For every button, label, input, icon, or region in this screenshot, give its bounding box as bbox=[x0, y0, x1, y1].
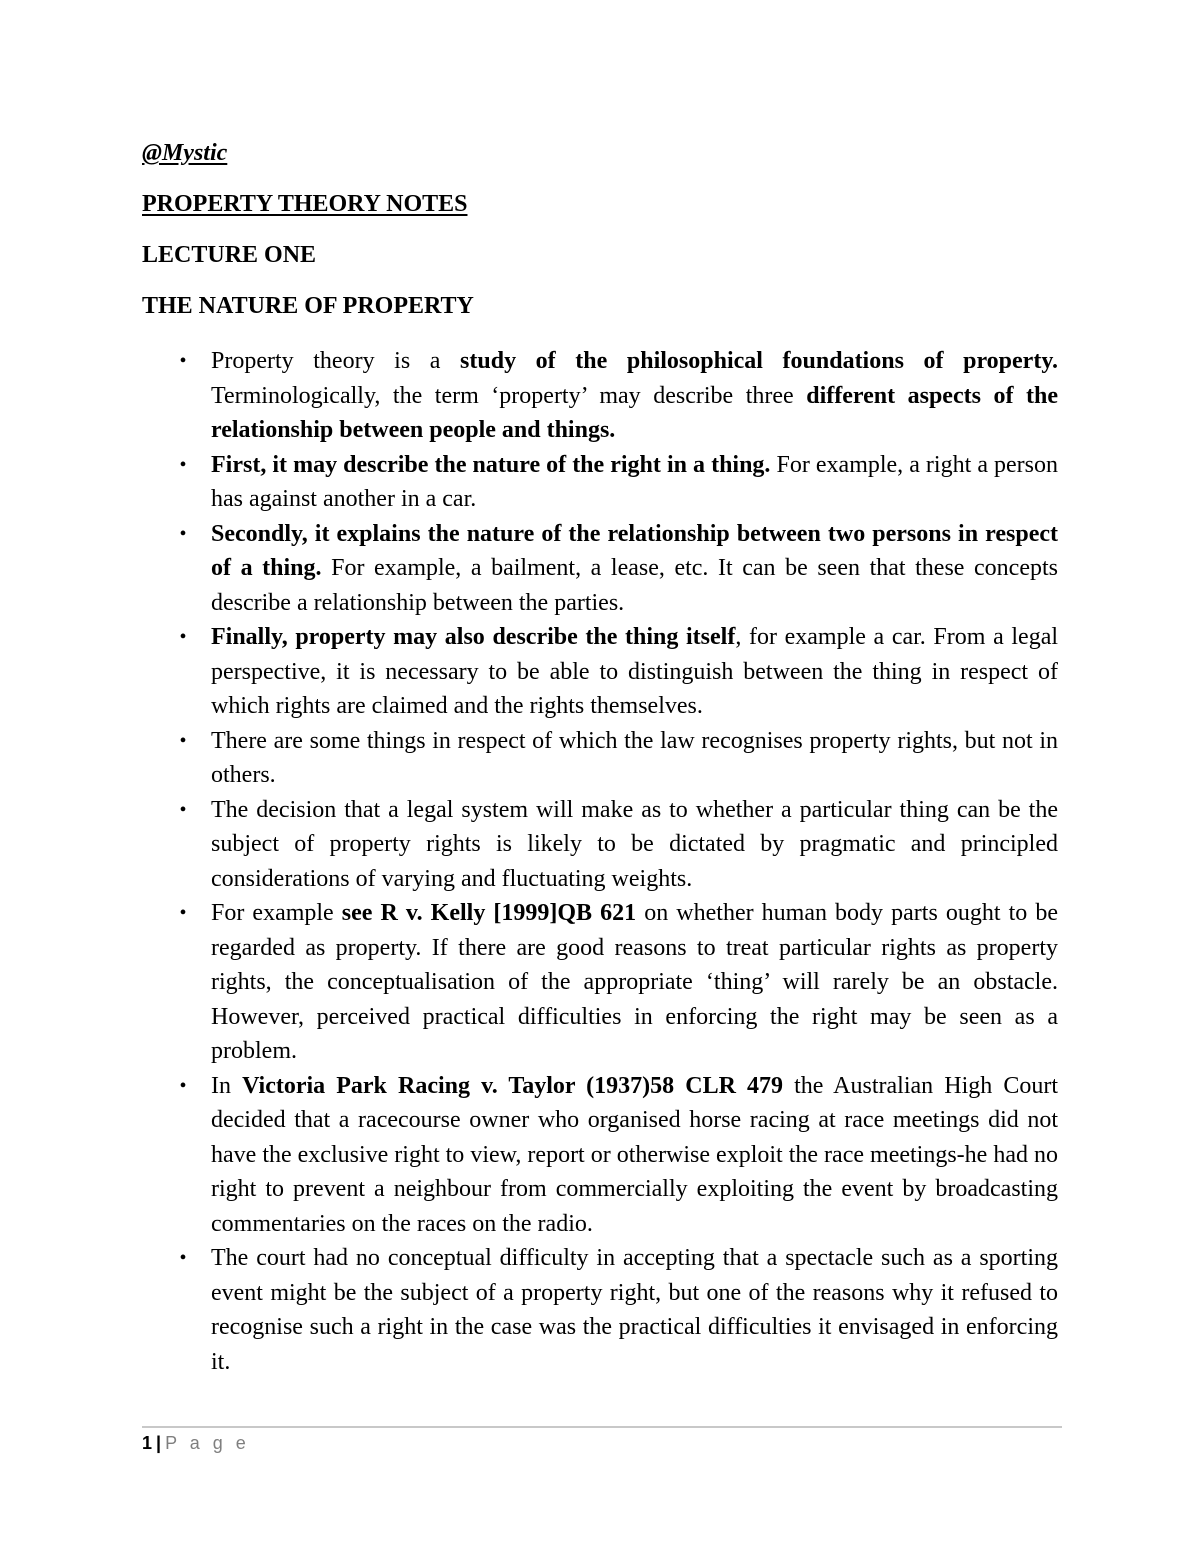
bullet-icon: • bbox=[179, 453, 187, 476]
footer-divider bbox=[142, 1426, 1062, 1428]
bullet-list bbox=[179, 344, 1059, 1379]
bullet-icon: • bbox=[179, 350, 187, 372]
bullet-item bbox=[179, 793, 1058, 897]
bullet-text-bold: First, it may describe the nature of the right in a thing. bbox=[211, 451, 771, 478]
bullet-item bbox=[179, 896, 1058, 1069]
bullet-icon: • bbox=[179, 1247, 187, 1269]
lecture-heading: LECTURE ONE bbox=[142, 242, 317, 268]
bullet-icon: • bbox=[179, 729, 187, 752]
bullet-text-bold: Finally, property may also describe the thing itself bbox=[211, 624, 736, 650]
author-handle: @Mystic bbox=[142, 140, 228, 166]
bullet-text: The decision that a legal system will make as to whether a particular thing can be the subject of property rights is likely to be dictated by pragmatic and principled considerations of varying and fluctuating weights. bbox=[211, 796, 1058, 892]
bullet-item bbox=[179, 1069, 1058, 1242]
page-label: P a g e bbox=[165, 1433, 250, 1453]
bullet-text: Property theory is a bbox=[211, 348, 461, 374]
bullet-text-bold: study of the philosophical foundations of property. bbox=[460, 348, 1059, 374]
bullet-text: For example, a bailment, a lease, etc. It can be seen that these concepts describe a relationship between the parties. bbox=[211, 555, 1058, 616]
bullet-item bbox=[179, 724, 1058, 793]
bullet-text: For example, a right a person has against another in a car. bbox=[211, 451, 1059, 512]
bullet-icon: • bbox=[179, 902, 187, 924]
bullet-text: For example bbox=[211, 900, 342, 926]
bullet-text: In bbox=[211, 1072, 243, 1099]
bullet-text-bold: see R v. Kelly [1999]QB 621 bbox=[341, 900, 637, 926]
bullet-text: The court had no conceptual difficulty in accepting that a spectacle such as a sporting event might be the subject of a property right, but one of the reasons why it refused to recognise such a right in the case was the practical difficulties it envisaged in enforcing it. bbox=[211, 1245, 1058, 1375]
document-title: PROPERTY THEORY NOTES bbox=[142, 191, 468, 217]
bullet-text-bold: Secondly, it explains the nature of the relationship between two persons in respect of a thing. bbox=[211, 520, 1058, 581]
section-heading: THE NATURE OF PROPERTY bbox=[142, 293, 474, 319]
bullet-text: There are some things in respect of which the law recognises property rights, but not in others. bbox=[211, 727, 1058, 788]
bullet-icon: • bbox=[179, 798, 187, 821]
footer-separator: | bbox=[156, 1433, 162, 1453]
bullet-item bbox=[179, 344, 1059, 448]
page-number: 1 bbox=[142, 1433, 153, 1453]
bullet-item bbox=[179, 517, 1058, 621]
bullet-icon: • bbox=[179, 522, 187, 545]
bullet-text: on whether human body parts ought to be regarded as property. If there are good reasons to treat particular rights as property rights, the conceptualisation of the appropriate ‘thing’ will rarely be an obstacle. However, perceived practical difficulties in enforcing the right may be seen as a problem. bbox=[211, 900, 1058, 1064]
bullet-icon: • bbox=[179, 1074, 187, 1097]
bullet-text: , for example a car. From a legal perspective, it is necessary to be able to distinguish between the thing in respect of which rights are claimed and the rights themselves. bbox=[211, 624, 1059, 719]
bullet-text-bold: Victoria Park Racing v. Taylor (1937)58 CLR 479 bbox=[242, 1072, 784, 1099]
bullet-icon: • bbox=[179, 626, 187, 648]
bullet-text: Terminologically, the term ‘property’ may describe three bbox=[211, 382, 807, 409]
bullet-text: the Australian High Court decided that a racecourse owner who organised horse racing at race meetings did not have the exclusive right to view, report or otherwise exploit the race meetings-he had no right to prevent a neighbour from commercially exploiting the event by broadcasting commentaries on the races on the radio. bbox=[211, 1072, 1058, 1237]
page-footer bbox=[142, 1433, 250, 1454]
bullet-item bbox=[179, 448, 1059, 517]
bullet-text-bold: different aspects of the relationship between people and things. bbox=[211, 382, 1059, 443]
bullet-item bbox=[179, 1241, 1058, 1379]
bullet-item bbox=[179, 620, 1059, 724]
